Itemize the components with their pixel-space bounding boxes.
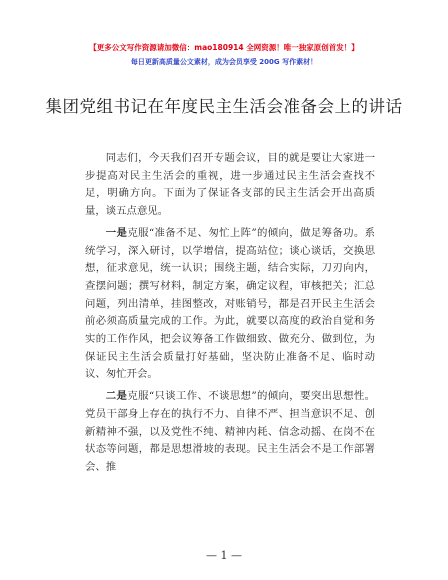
paragraph-text: 克服“准备不足、匆忙上阵”的倾向，做足筹备功。系统学习，深入研讨，以学增信，提高站位；谈心谈话，交换思想，征求意见，统一认识；围绕主题，结合实际，刀刃向内，查摆问题；撰写材料，制定方案，确定议程，审核把关；汇总问题，列出清单，挂图整改，对账销号，都是召开民主生活会前必须高质量完成的工作。为此，就要以高度的政治自觉和务实的工作作风，把会议筹备工作做细致、做充分、做到位，为保证民主生活会质量打好基础，坚决防止准备不足、临时动议、匆忙开会。: [85, 226, 376, 381]
paragraph-intro: [85, 150, 375, 221]
paragraph-text: 克服“只谈工作、不谈思想”的倾向，要突出思想性。党员干部身上存在的执行不力、自律不严、担当意识不足、创新精神不强，以及党性不纯、精神内耗、信念动摇、在岗不在状态等问题，都是思想滑坡的表现。民主生活会不是工作部署会、推: [85, 390, 376, 473]
document-body: [85, 150, 375, 477]
page-number: — 1 —: [206, 549, 242, 562]
paragraph-point-two: [85, 388, 375, 477]
paragraph-text: 同志们，今天我们召开专题会议，目的就是要让大家进一步提高对民主生活会的重视，进一步通过民主生活会查找不足，明确方向。下面为了保证各支部的民主生活会开出高质量，谈五点意见。: [85, 152, 375, 218]
promo-banner-line-2: 每日更新高质量公文素材，成为会员享受 200G 写作素材！: [130, 58, 318, 66]
paragraph-lead: 二是: [105, 390, 128, 403]
document-title: 集团党组书记在年度民主生活会准备会上的讲话: [45, 97, 403, 116]
promo-banner-line-1: 【更多公文写作资源请加微信：mao180914 全网资源！唯一独家原创首发！】: [89, 43, 359, 52]
paragraph-point-one: [85, 225, 375, 384]
paragraph-lead: 一是: [105, 226, 128, 239]
